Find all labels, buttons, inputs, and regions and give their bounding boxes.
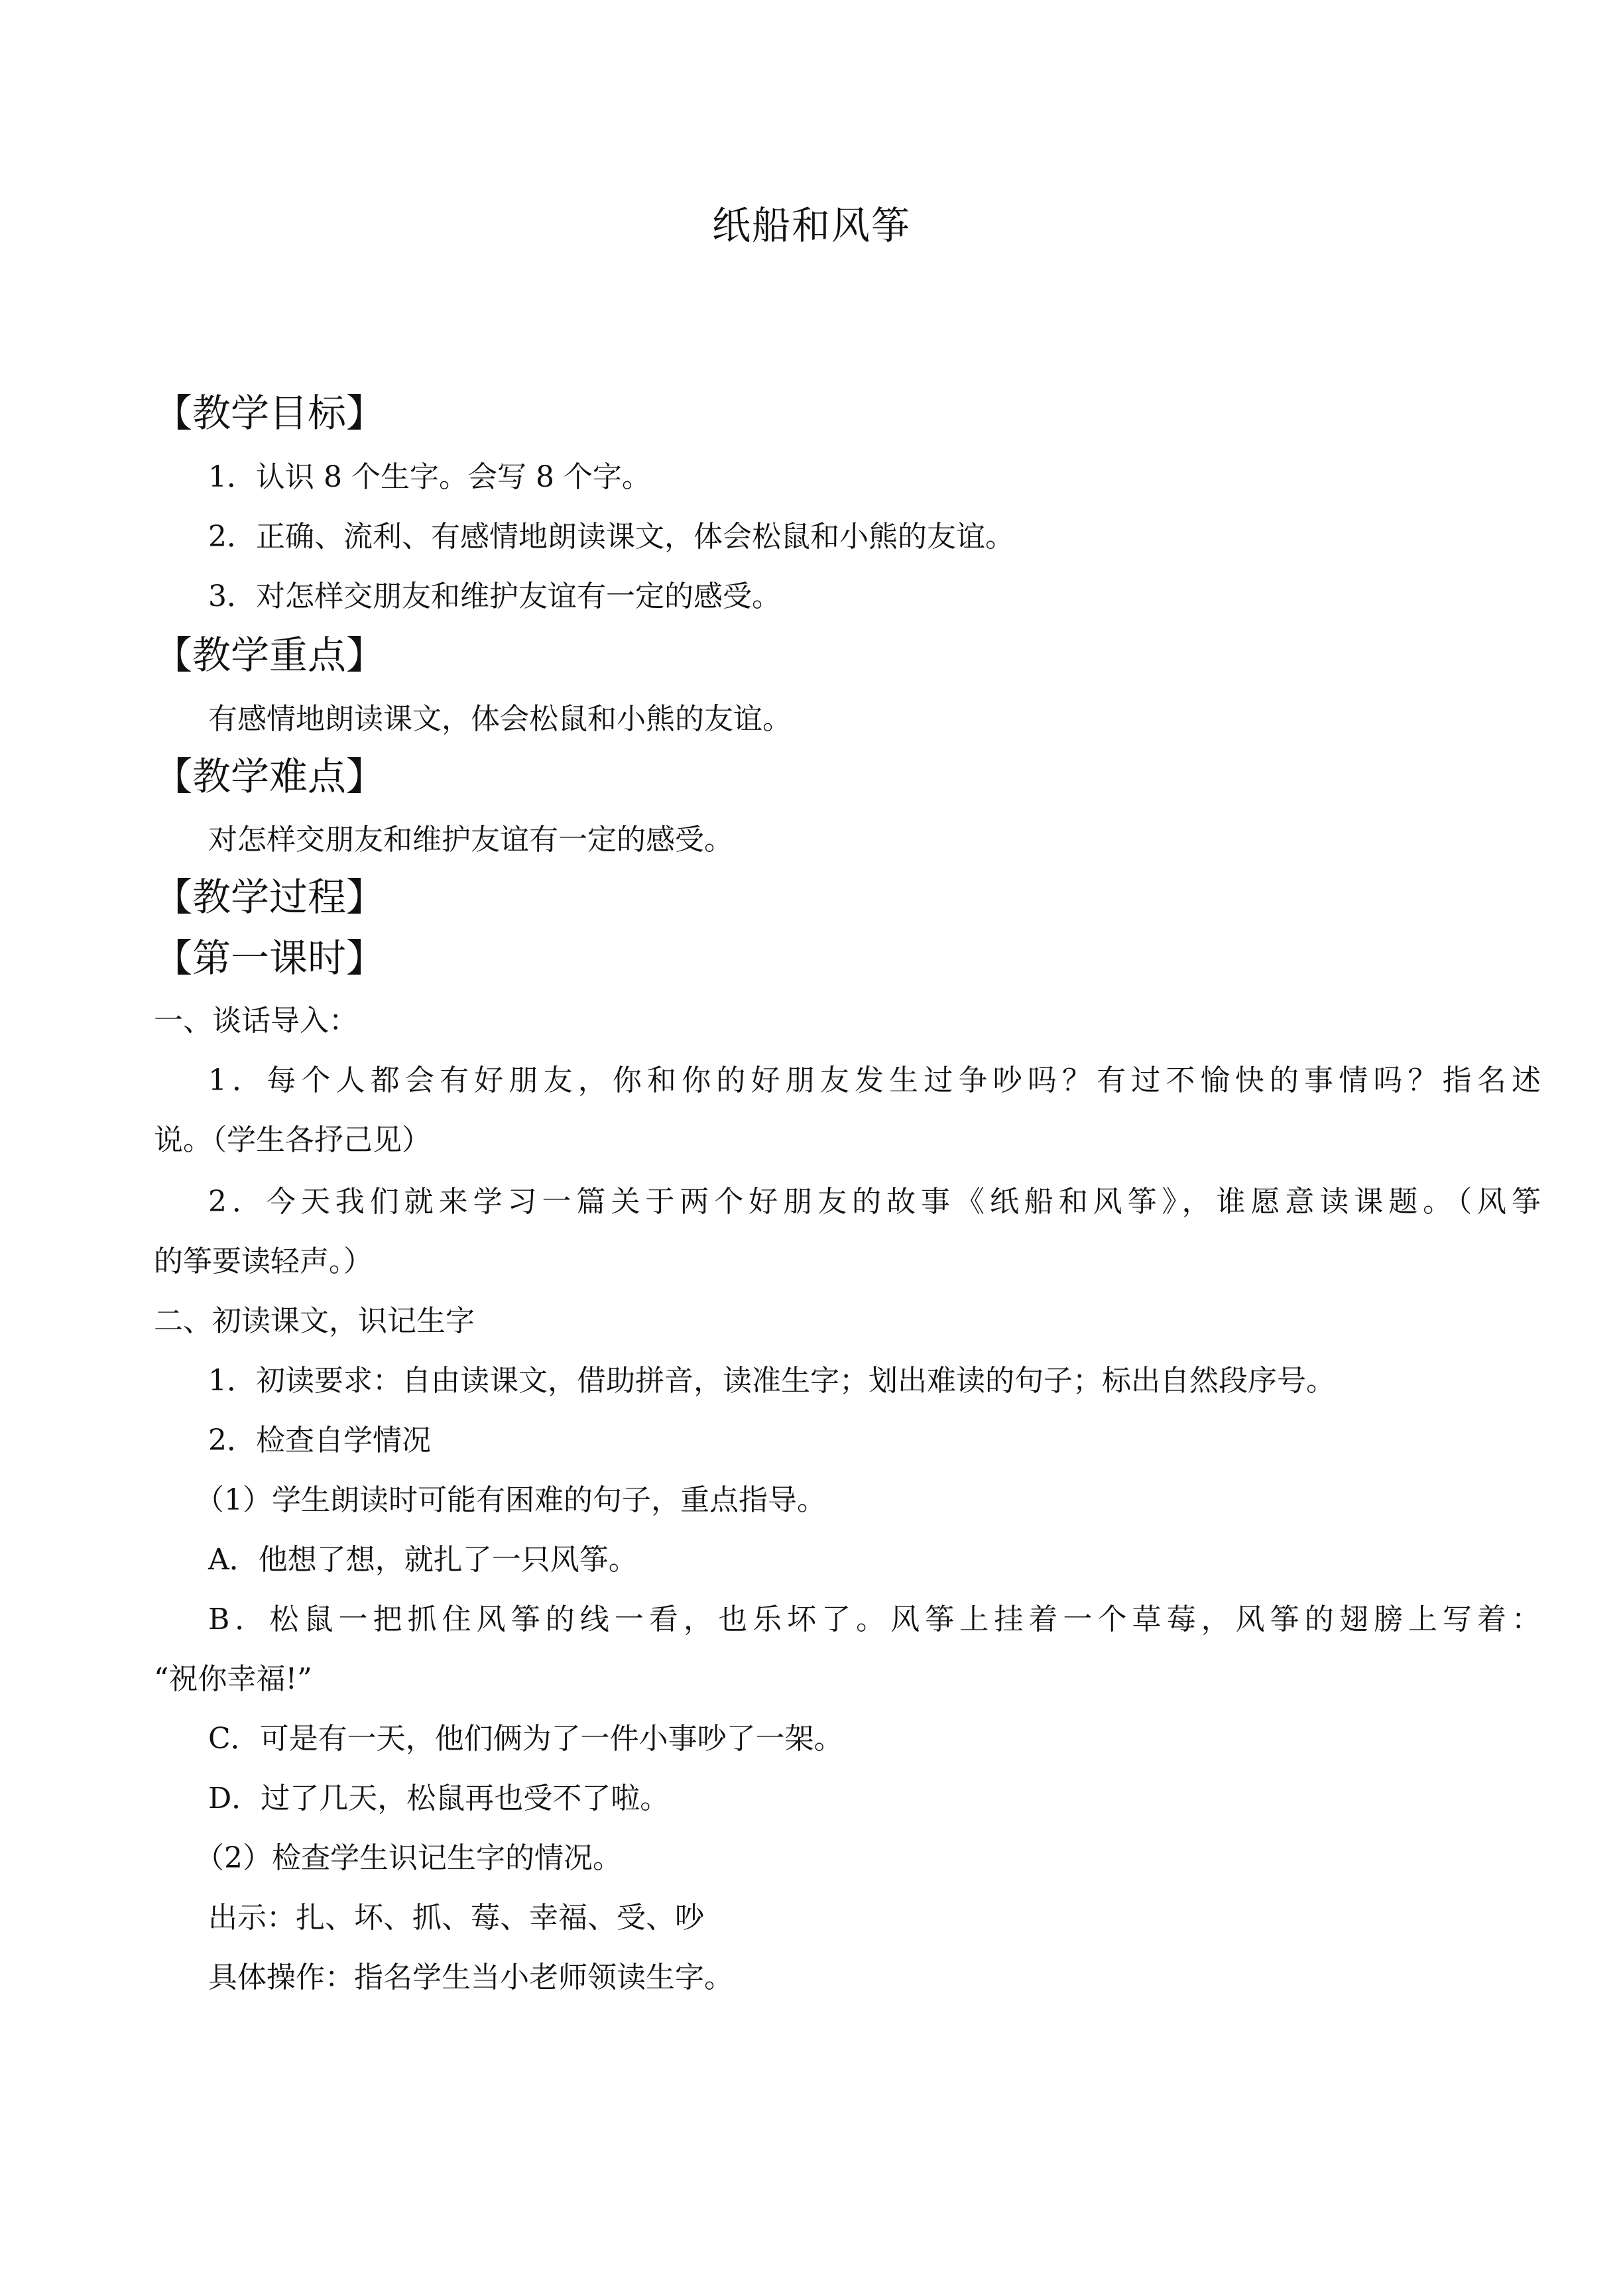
example-sentence-b: B．松鼠一把抓住风筝的线一看，也乐坏了。风筝上挂着一个草莓，风筝的翅膀上写着： [208, 1602, 1541, 1636]
section-heading-first-lesson: 【第一课时】 [154, 936, 385, 981]
example-sentence-c: C．可是有一天，他们俩为了一件小事吵了一架。 [208, 1722, 843, 1756]
paragraph-line: 具体操作：指名学生当小老师领读生字。 [208, 1961, 733, 1994]
document-title: 纸船和风筝 [711, 203, 911, 248]
difficulties-text: 对怎样交朋友和维护友谊有一定的感受。 [208, 823, 733, 857]
example-sentence-b-continued: “祝你幸福!” [154, 1662, 312, 1696]
example-sentence-d: D．过了几天，松鼠再也受不了啦。 [208, 1782, 670, 1815]
example-sentence-a: A．他想了想，就扎了一只风筝。 [208, 1543, 638, 1577]
paragraph-line: （2）检查学生识记生字的情况。 [195, 1841, 622, 1875]
paragraph-line: （1）学生朗读时可能有困难的句子，重点指导。 [195, 1483, 826, 1517]
paragraph-line: 1．初读要求：自由读课文，借助拼音，读准生字；划出难读的句子；标出自然段序号。 [208, 1364, 1335, 1398]
key-points-text: 有感情地朗读课文，体会松鼠和小熊的友谊。 [208, 702, 792, 736]
step-heading-introduction: 一、谈话导入： [154, 1004, 358, 1038]
paragraph-line: 2．今天我们就来学习一篇关于两个好朋友的故事《纸船和风筝》，谁愿意读课题。（风筝 [208, 1185, 1541, 1219]
objective-item-3: 3．对怎样交朋友和维护友谊有一定的感受。 [208, 579, 781, 613]
objective-item-2: 2．正确、流利、有感情地朗读课文，体会松鼠和小熊的友谊。 [208, 520, 1014, 554]
step-heading-first-reading: 二、初读课文，识记生字 [154, 1304, 475, 1338]
paragraph-line: 1．每个人都会有好朋友，你和你的好朋友发生过争吵吗？有过不愉快的事情吗？指名述 [208, 1063, 1541, 1097]
section-heading-difficulties: 【教学难点】 [154, 754, 385, 799]
section-heading-objectives: 【教学目标】 [154, 391, 385, 436]
paragraph-line: 2．检查自学情况 [208, 1423, 431, 1457]
section-heading-process: 【教学过程】 [154, 875, 385, 920]
paragraph-line: 的筝要读轻声。） [154, 1244, 373, 1278]
paragraph-line: 说。（学生各抒己见） [154, 1123, 431, 1157]
objective-item-1: 1．认识 8 个生字。会写 8 个字。 [208, 460, 651, 494]
character-list: 出示：扎、坏、抓、莓、幸福、受、吵 [208, 1901, 704, 1935]
section-heading-key-points: 【教学重点】 [154, 633, 385, 678]
